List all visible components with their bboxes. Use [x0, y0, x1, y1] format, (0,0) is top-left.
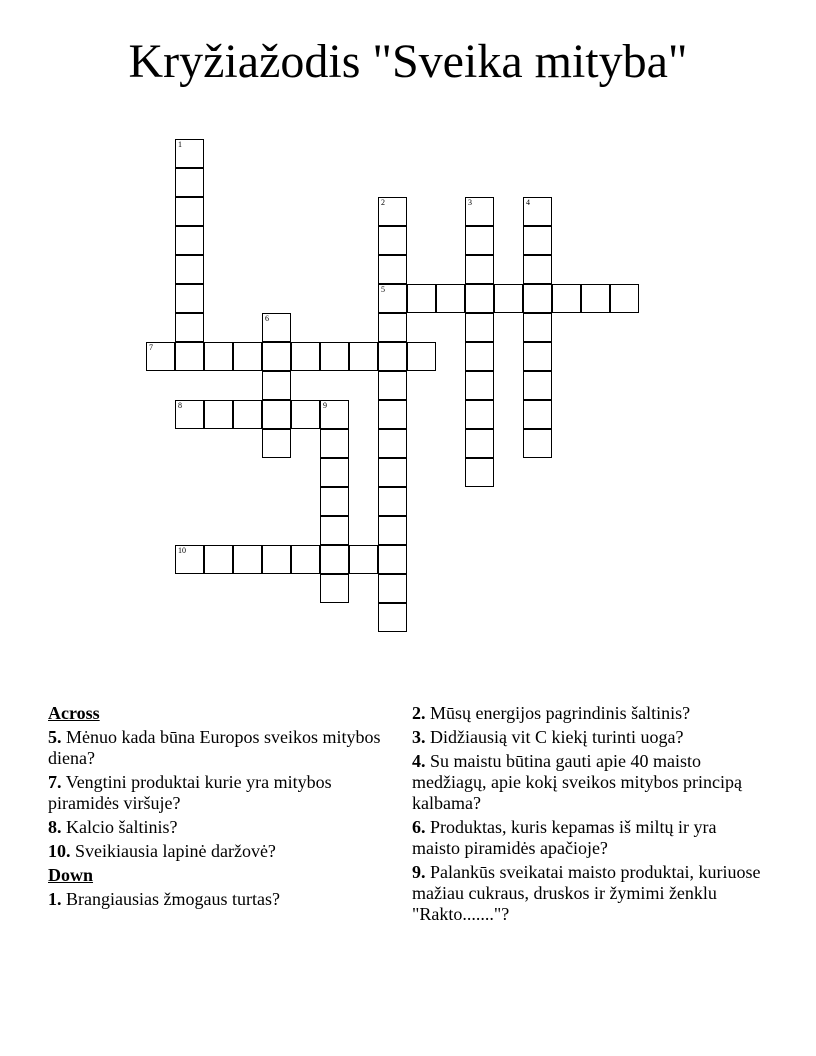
crossword-cell[interactable]: [175, 545, 204, 574]
crossword-cell[interactable]: [407, 342, 436, 371]
clue-number: 3.: [412, 727, 426, 747]
clue-number: 7.: [48, 772, 62, 792]
clue-text: Mūsų energijos pagrindinis šaltinis?: [430, 703, 691, 723]
crossword-cell[interactable]: [407, 284, 436, 313]
clue-number: 4: [526, 198, 530, 207]
clue-down-1: [48, 889, 388, 910]
crossword-cell[interactable]: [523, 429, 552, 458]
clue-number: 1: [178, 140, 182, 149]
crossword-cell[interactable]: [378, 429, 407, 458]
clue-text: Vengtini produktai kurie yra mitybos piramidės viršuje?: [48, 772, 332, 813]
crossword-cell[interactable]: [523, 313, 552, 342]
clue-number: 2.: [412, 703, 426, 723]
crossword-cell[interactable]: [523, 342, 552, 371]
clue-number: 10.: [48, 841, 71, 861]
across-heading: Across: [48, 703, 100, 723]
crossword-cell[interactable]: [552, 284, 581, 313]
clue-number: 9.: [412, 862, 426, 882]
crossword-cell[interactable]: [378, 197, 407, 226]
clue-down-3: [412, 727, 762, 748]
crossword-cell[interactable]: [465, 255, 494, 284]
crossword-cell[interactable]: [262, 429, 291, 458]
down-heading: Down: [48, 865, 94, 885]
crossword-cell[interactable]: [465, 226, 494, 255]
crossword-cell[interactable]: [378, 255, 407, 284]
crossword-cell[interactable]: [378, 545, 407, 574]
clue-number: 6: [265, 314, 269, 323]
crossword-cell[interactable]: [320, 429, 349, 458]
crossword-cell[interactable]: [320, 574, 349, 603]
clue-number: 10: [178, 546, 186, 555]
clue-number: 3: [468, 198, 472, 207]
clue-text: Produktas, kuris kepamas iš miltų ir yra maisto piramidės apačioje?: [412, 817, 717, 858]
crossword-cell[interactable]: [523, 226, 552, 255]
clue-text: Brangiausias žmogaus turtas?: [66, 889, 280, 909]
clue-text: Sveikiausia lapinė daržovė?: [75, 841, 276, 861]
crossword-cell[interactable]: [320, 342, 349, 371]
clue-number: 5: [381, 285, 385, 294]
crossword-cell[interactable]: [378, 516, 407, 545]
crossword-cell[interactable]: [378, 284, 407, 313]
crossword-cell[interactable]: [262, 545, 291, 574]
crossword-cell[interactable]: [523, 371, 552, 400]
clue-text: Palankūs sveikatai maisto produktai, kuriuose mažiau cukraus, druskos ir žymimi ženklu "Rakto......."?: [412, 862, 761, 924]
clue-down-2: [412, 703, 762, 724]
clue-across-10: [48, 841, 388, 862]
clue-down-6: [412, 817, 762, 859]
clue-across-8: [48, 817, 388, 838]
crossword-cell[interactable]: [175, 313, 204, 342]
crossword-cell[interactable]: [175, 139, 204, 168]
crossword-cell[interactable]: [291, 545, 320, 574]
crossword-cell[interactable]: [175, 400, 204, 429]
crossword-cell[interactable]: [175, 197, 204, 226]
crossword-cell[interactable]: [610, 284, 639, 313]
crossword-cell[interactable]: [523, 255, 552, 284]
crossword-cell[interactable]: [204, 545, 233, 574]
clue-text: Mėnuo kada būna Europos sveikos mitybos diena?: [48, 727, 381, 768]
clues-column-right: [412, 703, 762, 928]
crossword-cell[interactable]: [175, 226, 204, 255]
crossword-cell[interactable]: [262, 342, 291, 371]
clue-number: 8: [178, 401, 182, 410]
crossword-cell[interactable]: [465, 371, 494, 400]
crossword-cell[interactable]: [262, 371, 291, 400]
crossword-cell[interactable]: [262, 313, 291, 342]
crossword-cell[interactable]: [465, 429, 494, 458]
crossword-cell[interactable]: [465, 400, 494, 429]
crossword-cell[interactable]: [349, 545, 378, 574]
crossword-cell[interactable]: [378, 603, 407, 632]
crossword-cell[interactable]: [320, 516, 349, 545]
crossword-cell[interactable]: [378, 458, 407, 487]
crossword-cell[interactable]: [494, 284, 523, 313]
crossword-cell[interactable]: [581, 284, 610, 313]
crossword-cell[interactable]: [175, 284, 204, 313]
crossword-cell[interactable]: [523, 284, 552, 313]
clue-down-9: [412, 862, 762, 925]
crossword-cell[interactable]: [320, 458, 349, 487]
crossword-cell[interactable]: [204, 400, 233, 429]
crossword-cell[interactable]: [436, 284, 465, 313]
crossword-cell[interactable]: [378, 226, 407, 255]
clue-number: 1.: [48, 889, 62, 909]
clue-across-5: [48, 727, 388, 769]
clue-number: 6.: [412, 817, 426, 837]
crossword-cell[interactable]: [291, 400, 320, 429]
clue-text: Kalcio šaltinis?: [66, 817, 178, 837]
clue-number: 2: [381, 198, 385, 207]
crossword-cell[interactable]: [349, 342, 378, 371]
crossword-cell[interactable]: [262, 400, 291, 429]
clue-number: 9: [323, 401, 327, 410]
crossword-cell[interactable]: [320, 400, 349, 429]
crossword-cell[interactable]: [465, 284, 494, 313]
crossword-cell[interactable]: [175, 342, 204, 371]
clue-text: Su maistu būtina gauti apie 40 maisto medžiagų, apie kokį sveikos mitybos principą kalbama?: [412, 751, 742, 813]
clue-down-4: [412, 751, 762, 814]
crossword-cell[interactable]: [465, 313, 494, 342]
crossword-cell[interactable]: [233, 342, 262, 371]
crossword-cell[interactable]: [378, 487, 407, 516]
crossword-cell[interactable]: [378, 400, 407, 429]
crossword-cell[interactable]: [378, 574, 407, 603]
clues-column-left: [48, 703, 388, 913]
clue-text: Didžiausią vit C kiekį turinti uoga?: [430, 727, 684, 747]
crossword-cell[interactable]: [523, 197, 552, 226]
crossword-cell[interactable]: [378, 371, 407, 400]
crossword-cell[interactable]: [378, 342, 407, 371]
clue-number: 8.: [48, 817, 62, 837]
page-title: Kryžiažodis "Sveika mityba": [128, 35, 688, 88]
crossword-cell[interactable]: [465, 458, 494, 487]
crossword-cell[interactable]: [378, 313, 407, 342]
crossword-cell[interactable]: [146, 342, 175, 371]
crossword-cell[interactable]: [465, 342, 494, 371]
crossword-cell[interactable]: [465, 197, 494, 226]
crossword-cell[interactable]: [233, 400, 262, 429]
crossword-cell[interactable]: [320, 487, 349, 516]
crossword-cell[interactable]: [175, 255, 204, 284]
crossword-cell[interactable]: [233, 545, 262, 574]
crossword-cell[interactable]: [523, 400, 552, 429]
clue-number: 4.: [412, 751, 426, 771]
crossword-cell[interactable]: [175, 168, 204, 197]
crossword-cell[interactable]: [320, 545, 349, 574]
clue-number: 7: [149, 343, 153, 352]
clue-across-7: [48, 772, 388, 814]
clue-number: 5.: [48, 727, 62, 747]
crossword-cell[interactable]: [291, 342, 320, 371]
crossword-cell[interactable]: [204, 342, 233, 371]
